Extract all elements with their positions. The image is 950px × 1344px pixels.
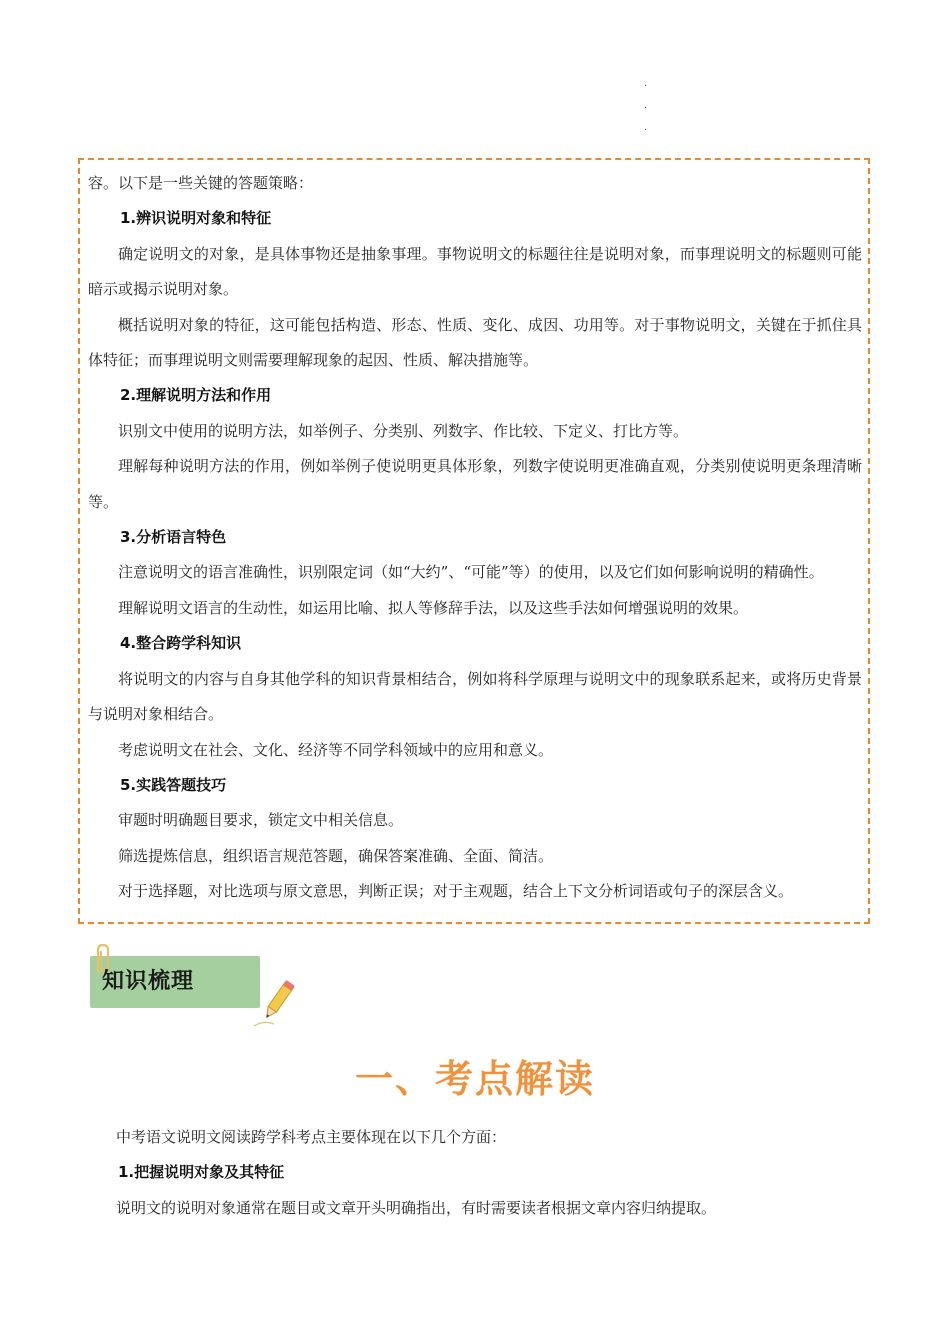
strategy-heading-1: 1.辨识说明对象和特征 [120,209,272,228]
banner-label: 知识梳理 [102,969,195,994]
strategy-3-paragraph-2: 理解说明文语言的生动性，如运用比喻、拟人等修辞手法，以及这些手法如何增强说明的效果。 [118,598,749,617]
strategy-1-paragraph-2: 概括说明对象的特征，这可能包括构造、形态、性质、变化、成因、功用等。对于事物说明文，关键在于抓住具体特征；而事理说明文则需要理解现象的起因、性质、解决措施等。 [88,315,862,370]
strategy-box [78,158,870,924]
header-dots: · · · [644,81,648,136]
strategy-5-paragraph-2: 筛选提炼信息，组织语言规范答题，确保答案准确、全面、简洁。 [118,846,554,865]
strategy-2-paragraph-1: 识别文中使用的说明方法，如举例子、分类别、列数字、作比较、下定义、打比方等。 [118,421,689,440]
section-title: 一、考点解读 [354,1057,595,1101]
strategy-3-paragraph-1: 注意说明文的语言准确性，识别限定词（如“大约”、“可能”等）的使用，以及它们如何影响说明的精确性。 [118,563,824,582]
section-heading-1: 1.把握说明对象及其特征 [118,1163,285,1182]
strategy-heading-4: 4.整合跨学科知识 [120,634,242,653]
strategy-heading-2: 2.理解说明方法和作用 [120,386,272,405]
knowledge-banner [86,944,316,1024]
section-paragraph-1: 说明文的说明对象通常在题目或文章开头明确指出，有时需要读者根据文章内容归纳提取。 [116,1198,717,1217]
box-intro: 容。以下是一些关键的答题策略： [88,174,314,192]
strategy-2-paragraph-2: 理解每种说明方法的作用，例如举例子使说明更具体形象，列数字使说明更准确直观，分类别使说明更条理清晰等。 [88,457,862,511]
strategy-5-paragraph-3: 对于选择题，对比选项与原文意思，判断正误；对于主观题，结合上下文分析词语或句子的深层含义。 [118,882,794,901]
strategy-heading-3: 3.分析语言特色 [120,528,227,547]
strategy-1-paragraph-1: 确定说明文的对象，是具体事物还是抽象事理。事物说明文的标题往往是说明对象，而事理说明文的标题则可能暗示或揭示说明对象。 [88,244,862,299]
pencil-icon [250,970,310,1030]
strategy-4-paragraph-1: 将说明文的内容与自身其他学科的知识背景相结合，例如将科学原理与说明文中的现象联系起来，或将历史背景与说明对象相结合。 [88,669,862,724]
section-body [86,1120,872,1226]
section-intro: 中考语文说明文阅读跨学科考点主要体现在以下几个方面： [116,1128,507,1146]
strategy-heading-5: 5.实践答题技巧 [120,775,227,794]
strategy-5-paragraph-1: 审题时明确题目要求，锁定文中相关信息。 [118,811,404,830]
strategy-4-paragraph-2: 考虑说明文在社会、文化、经济等不同学科领域中的应用和意义。 [118,740,554,759]
